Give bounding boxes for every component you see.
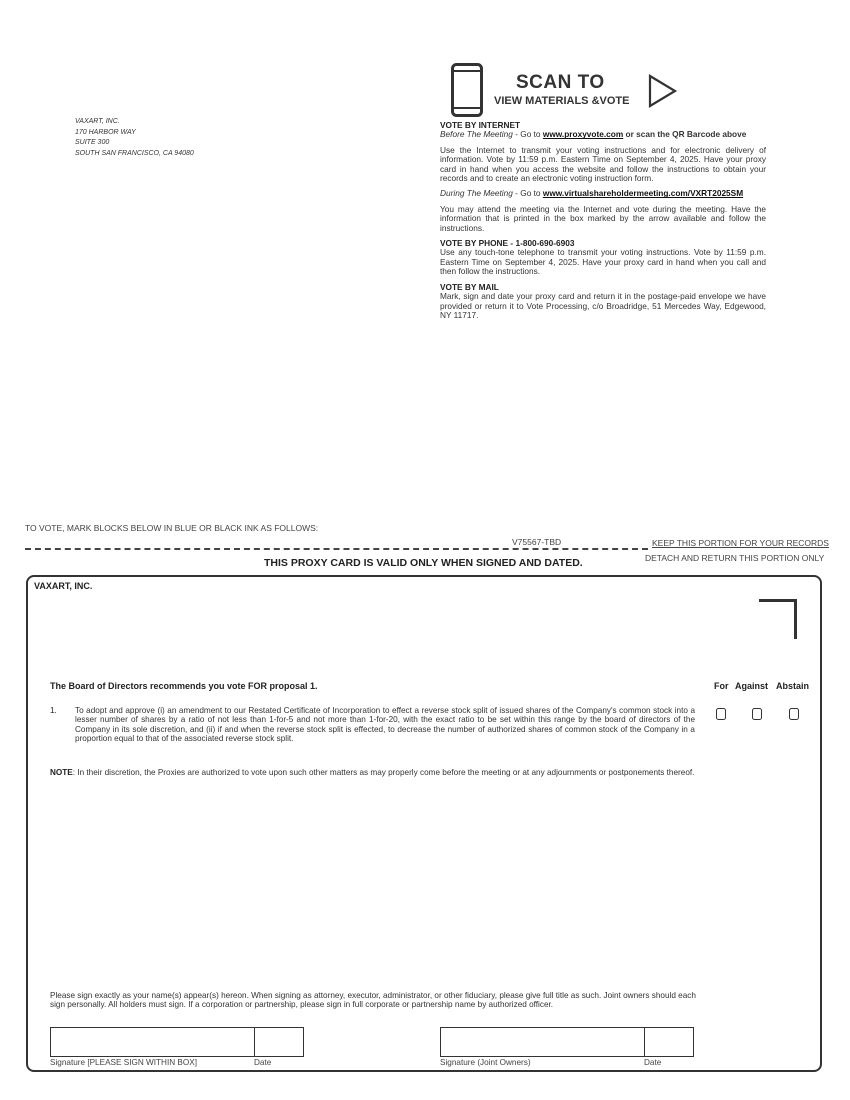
return-address-line: SUITE 300 (75, 139, 110, 146)
return-address-line: VAXART, INC. (75, 118, 120, 125)
phone-body: Use any touch-tone telephone to transmit your voting instructions. Vote by 11:59 p.m. Eastern Time on September 4, 2025. Have your proxy card in hand when you call and then follow the instructions. (440, 247, 766, 277)
proposal-text: To adopt and approve (i) an amendment to our Restated Certificate of Incorporation to effect a reverse stock split of issued shares of the Company's common stock into a lesser number of shares by a ratio of not less than 1-for-5 and not more than 1-for-20, with the exact ratio to be set within this range by the board of directors of the Company in its sole discretion, and (ii) if and when the reverse stock split is effected, to decrease the number of authorized shares of common stock of the Company in a proportion equal to that of the associated reverse stock split. (75, 706, 695, 744)
during-meeting-body: You may attend the meeting via the Internet and vote during the meeting. Have the information that is printed in the box marked by the arrow available and follow the instructions. (440, 203, 766, 233)
vote-header-for: For (714, 681, 729, 691)
voting-instructions (440, 121, 766, 320)
during-meeting-label: During The Meeting (440, 188, 513, 199)
joint-signature-box[interactable] (440, 1027, 645, 1057)
return-address-line: 170 HARBOR WAY (75, 128, 136, 136)
signature-box[interactable] (50, 1027, 255, 1057)
vote-header-abstain: Abstain (776, 681, 810, 691)
note-label: NOTE (50, 768, 73, 777)
play-arrow-icon (648, 74, 678, 108)
vote-abstain-checkbox[interactable] (789, 708, 799, 720)
keep-portion-text: KEEP THIS PORTION FOR YOUR RECORDS (652, 538, 829, 548)
return-address-line: SOUTH SAN FRANCISCO, CA 94080 (75, 149, 194, 157)
proxy-note (50, 768, 696, 777)
vote-against-checkbox[interactable] (752, 708, 762, 720)
scan-subtitle: VIEW MATERIALS &VOTE (494, 95, 630, 107)
during-meeting-line (440, 189, 766, 198)
during-goto: - Go to (512, 188, 543, 199)
mark-instructions: TO VOTE, MARK BLOCKS BELOW IN BLUE OR BLACK INK AS FOLLOWS: (25, 523, 319, 533)
joint-signature-label: Signature (Joint Owners) (440, 1058, 531, 1067)
date-label: Date (254, 1058, 272, 1067)
job-code: V75567-TBD (512, 537, 562, 547)
valid-notice: THIS PROXY CARD IS VALID ONLY WHEN SIGNED AND DATED. (264, 557, 583, 569)
phone-heading: VOTE BY PHONE - 1-800-690-6903 (440, 238, 575, 249)
proxyvote-link[interactable]: www.proxyvote.com (542, 129, 624, 140)
corner-registration-mark (759, 599, 797, 639)
signature-date-box[interactable] (254, 1027, 304, 1057)
before-meeting-line (440, 130, 766, 139)
mail-heading: VOTE BY MAIL (440, 281, 499, 292)
signing-instructions: Please sign exactly as your name(s) appear(s) hereon. When signing as attorney, executor, administrator, or other fiduciary, please give full title as such. Joint owners should each sign personally. All holders must sign. If a corporation or partnership, please sign in full corporate or partnership name by authorized officer. (50, 991, 696, 1010)
before-meeting-body: Use the Internet to transmit your voting instructions and for electronic delivery of information. Vote by 11:59 p.m. Eastern Time on September 4, 2025. Have your proxy card in hand when you access the website and follow the instructions to obtain your records and to create an electronic voting instruction form. (440, 144, 766, 184)
smartphone-icon (451, 63, 483, 117)
return-address (75, 117, 194, 159)
before-suffix: or scan the QR Barcode above (623, 129, 747, 140)
signature-label: Signature [PLEASE SIGN WITHIN BOX] (50, 1058, 197, 1067)
before-meeting-label: Before The Meeting (440, 129, 513, 140)
board-recommendation: The Board of Directors recommends you vote FOR proposal 1. (50, 681, 318, 691)
before-goto: - Go to (512, 129, 543, 140)
detach-portion-text: DETACH AND RETURN THIS PORTION ONLY (645, 553, 825, 563)
mail-body: Mark, sign and date your proxy card and return it in the postage-paid envelope we have provided or return it to Vote Processing, c/o Broadridge, 51 Mercedes Way, Edgewood, NY 11717. (440, 291, 766, 320)
company-name: VAXART, INC. (34, 581, 93, 591)
proposal-number: 1. (50, 706, 57, 715)
internet-heading: VOTE BY INTERNET (440, 120, 521, 130)
virtual-meeting-link[interactable]: www.virtualshareholdermeeting.com/VXRT2025SM (542, 188, 744, 199)
vote-for-checkbox[interactable] (716, 708, 726, 720)
joint-signature-date-box[interactable] (644, 1027, 694, 1057)
joint-date-label: Date (644, 1058, 662, 1067)
vote-header-against: Against (735, 681, 769, 691)
scan-title: SCAN TO (516, 72, 605, 93)
detach-dashed-line (25, 548, 648, 550)
note-text: : In their discretion, the Proxies are authorized to vote upon such other matters as may properly come before the meeting or at any adjournments or postponements thereof. (72, 768, 695, 777)
